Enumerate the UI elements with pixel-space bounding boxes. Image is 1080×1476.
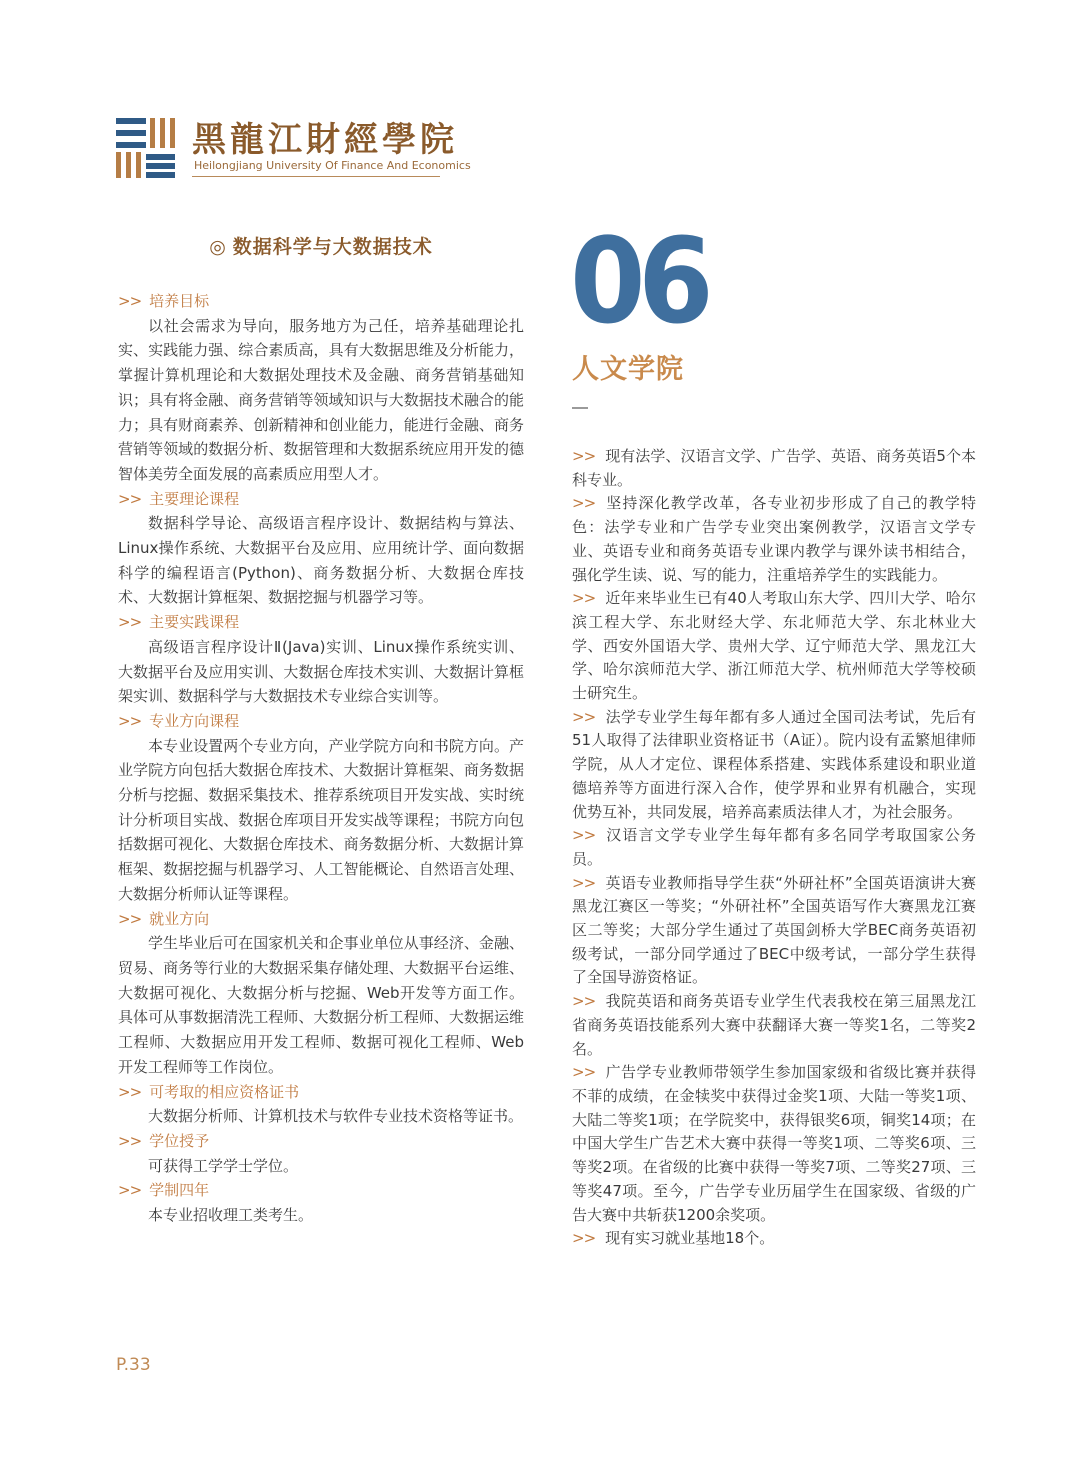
- arrow-icon: >>: [572, 826, 596, 845]
- college-name: 人文学院: [572, 354, 684, 385]
- section-heading: >> 主要理论课程: [118, 489, 240, 508]
- target-icon: ◎: [209, 236, 227, 258]
- page-number: P.33: [116, 1355, 151, 1375]
- section-heading: >> 就业方向: [118, 909, 210, 928]
- university-name-en: Heilongjiang University Of Finance And Economics: [194, 159, 471, 172]
- list-item: >> 汉语言文学专业学生每年都有多名同学考取国家公务员。: [572, 826, 976, 868]
- section-heading: >> 培养目标: [118, 292, 210, 310]
- section-text: 可获得工学学士学位。: [148, 1156, 299, 1175]
- major-title: [118, 232, 524, 259]
- list-item: >> 广告学专业教师带领学生参加国家级和省级比赛并获得不菲的成绩，在金犊奖中获得过金奖1项、大陆一等奖1项、大陆二等奖1项；在学院奖中，获得银奖6项，铜奖14项；在中国大学生广告艺术大赛中获得一等奖1项、二等奖6项、三等奖2项。在省级的比赛中获得一等奖7项、二等奖27项、三等奖47项。至今，广告学专业历届学生在国家级、省级的广告大赛中共斩获1200余奖项。: [572, 1063, 976, 1224]
- section-heading: >> 可考取的相应资格证书: [118, 1082, 300, 1101]
- list-item: >> 法学专业学生每年都有多人通过全国司法考试，先后有51人取得了法律职业资格证书（A证）。院内设有孟繁旭律师学院，从人才定位、课程体系搭建、实践体系建设和职业道德培养等方面进行深入合作，使学界和业界有机融合，实现优势互补，共同发展，培养高素质法律人才，为社会服务。: [572, 707, 976, 821]
- list-item: >> 近年来毕业生已有40人考取山东大学、四川大学、哈尔滨工程大学、东北财经大学、东北师范大学、东北林业大学、西安外国语大学、贵州大学、辽宁师范大学、黑龙江大学、哈尔滨师范大学、浙江师范大学、杭州师范大学等校硕士研究生。: [572, 589, 976, 703]
- section-text: 以社会需求为导向，服务地方为己任，培养基础理论扎实、实践能力强、综合素质高，具有大数据思维及分析能力，掌握计算机理论和大数据处理技术及金融、商务营销基础知识；具有将金融、商务营销等领域知识与大数据技术融合的能力；具有财商素养、创新精神和创业能力，能进行金融、商务营销等领域的数据分析、数据管理和大数据系统应用开发的德智体美劳全面发展的高素质应用型人才。: [118, 316, 524, 483]
- university-name-cn: 黑龍江財經學院: [192, 120, 458, 160]
- list-item: >> 现有实习就业基地18个。: [572, 1229, 775, 1248]
- list-item: >> 现有法学、汉语言文学、广告学、英语、商务英语5个本科专业。: [572, 447, 976, 489]
- arrow-icon: >>: [118, 909, 142, 928]
- arrow-icon: >>: [572, 992, 596, 1011]
- college-items: [572, 445, 976, 1251]
- arrow-icon: >>: [118, 1082, 142, 1101]
- section-text: 大数据分析师、计算机技术与软件专业技术资格等证书。: [148, 1107, 524, 1126]
- section-text: 数据科学导论、高级语言程序设计、数据结构与算法、Linux操作系统、大数据平台及应用、应用统计学、面向数据科学的编程语言(Python)、商务数据分析、大数据仓库技术、大数据计算框架、数据挖掘与机器学习等。: [118, 514, 524, 607]
- section-text: 高级语言程序设计Ⅱ(Java)实训、Linux操作系统实训、大数据平台及应用实训、大数据仓库技术实训、大数据计算框架实训、数据科学与大数据技术专业综合实训等。: [118, 637, 524, 706]
- arrow-icon: >>: [572, 447, 596, 465]
- list-item: >> 我院英语和商务英语专业学生代表我校在第三届黑龙江省商务英语技能系列大赛中获翻译大赛一等奖1名，二等奖2名。: [572, 992, 976, 1058]
- college-divider: [572, 407, 588, 409]
- section-heading: >> 学位授予: [118, 1131, 210, 1150]
- arrow-icon: >>: [118, 613, 142, 632]
- chapter-number: 06: [570, 212, 707, 350]
- list-item: >> 英语专业教师指导学生获“外研社杯”全国英语演讲大赛黑龙江赛区一等奖；“外研社杯”全国英语写作大赛黑龙江赛区二等奖；大部分学生通过了英国剑桥大学BEC商务英语初级考试，一部分同学通过了BEC中级考试，一部分学生获得了全国导游资格证。: [572, 873, 976, 987]
- arrow-icon: >>: [572, 1063, 596, 1082]
- major-section: [118, 232, 524, 1228]
- logo-divider: [192, 176, 440, 177]
- list-item: >> 坚持深化教学改革，各专业初步形成了自己的教学特色：法学专业和广告学专业突出案例教学，汉语言文学专业、英语专业和商务英语专业课内教学与课外读书相结合，强化学生读、说、写的能力，注重培养学生的实践能力。: [572, 494, 976, 584]
- section-text: 本专业设置两个专业方向，产业学院方向和书院方向。产业学院方向包括大数据仓库技术、大数据计算框架、商务数据分析与挖掘、数据采集技术、推荐系统项目开发实战、实时统计分析项目实战、数据仓库项目开发实战等课程；书院方向包括数据可视化、大数据仓库技术、商务数据分析、大数据计算框架、数据挖掘与机器学习、人工智能概论、自然语言处理、大数据分析师认证等课程。: [118, 736, 524, 903]
- arrow-icon: >>: [118, 1131, 142, 1150]
- section-text: 学生毕业后可在国家机关和企事业单位从事经济、金融、贸易、商务等行业的大数据采集存储处理、大数据平台运维、大数据可视化、大数据分析与挖掘、Web开发等方面工作。具体可从事数据清洗工程师、大数据分析工程师、大数据运维工程师、大数据应用开发工程师、数据可视化工程师、Web开发工程师等工作岗位。: [118, 934, 524, 1076]
- arrow-icon: >>: [572, 1229, 596, 1248]
- arrow-icon: >>: [118, 1181, 142, 1200]
- arrow-icon: >>: [572, 589, 596, 608]
- arrow-icon: >>: [118, 711, 142, 730]
- arrow-icon: >>: [572, 873, 596, 892]
- section-heading: >> 主要实践课程: [118, 613, 240, 632]
- arrow-icon: >>: [118, 489, 142, 508]
- arrow-icon: >>: [118, 292, 142, 310]
- section-text: 本专业招收理工类考生。: [148, 1206, 314, 1225]
- major-title-text: 数据科学与大数据技术: [232, 236, 433, 258]
- arrow-icon: >>: [572, 707, 596, 726]
- section-heading: >> 学制四年: [118, 1181, 210, 1200]
- university-logo-icon: [116, 118, 176, 178]
- section-heading: >> 专业方向课程: [118, 711, 240, 730]
- arrow-icon: >>: [572, 494, 596, 513]
